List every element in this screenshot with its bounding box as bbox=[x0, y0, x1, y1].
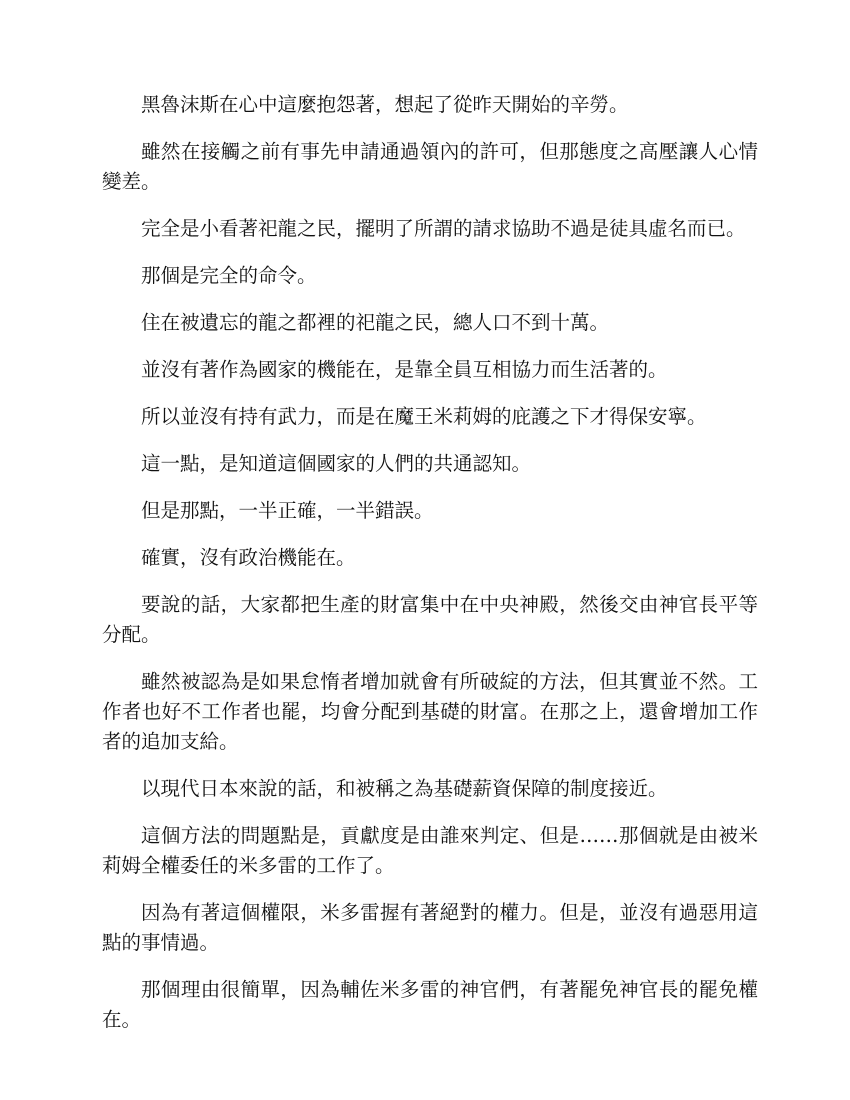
paragraph-11: 要說的話，大家都把生產的財富集中在中央神殿，然後交由神官長平等分配。 bbox=[102, 593, 758, 646]
paragraph-3: 完全是小看著祀龍之民，擺明了所謂的請求協助不過是徒具虛名而已。 bbox=[141, 217, 746, 240]
paragraph-1: 黑魯沫斯在心中這麼抱怨著，想起了從昨天開始的辛勞。 bbox=[141, 93, 629, 116]
paragraph-15: 因為有著這個權限，米多雷握有著絕對的權力。但是，並沒有過惡用這點的事情過。 bbox=[102, 901, 758, 954]
paragraph-16: 那個理由很簡單，因為輔佐米多雷的神官們，有著罷免神官長的罷免權在。 bbox=[102, 978, 758, 1031]
paragraph-14: 這個方法的問題點是，貢獻度是由誰來判定、但是……那個就是由被米莉姆全權委任的米多雷的工作了。 bbox=[102, 824, 758, 877]
paragraph-13: 以現代日本來說的話，和被稱之為基礎薪資保障的制度接近。 bbox=[141, 777, 668, 800]
document-page bbox=[102, 90, 758, 1052]
paragraph-10: 確實，沒有政治機能在。 bbox=[141, 546, 356, 569]
paragraph-5: 住在被遺忘的龍之都裡的祀龍之民，總人口不到十萬。 bbox=[141, 311, 610, 334]
paragraph-6: 並沒有著作為國家的機能在，是靠全員互相協力而生活著的。 bbox=[141, 358, 668, 381]
paragraph-7: 所以並沒有持有武力，而是在魔王米莉姆的庇護之下才得保安寧。 bbox=[141, 405, 707, 428]
paragraph-4: 那個是完全的命令。 bbox=[141, 264, 317, 287]
paragraph-8: 這一點，是知道這個國家的人們的共通認知。 bbox=[141, 452, 532, 475]
paragraph-9: 但是那點，一半正確，一半錯誤。 bbox=[141, 499, 434, 522]
paragraph-2: 雖然在接觸之前有事先申請通過領內的許可，但那態度之高壓讓人心情變差。 bbox=[102, 140, 758, 193]
paragraph-12: 雖然被認為是如果怠惰者增加就會有所破綻的方法，但其實並不然。工作者也好不工作者也罷，均會分配到基礎的財富。在那之上，還會增加工作者的追加支給。 bbox=[102, 670, 758, 753]
